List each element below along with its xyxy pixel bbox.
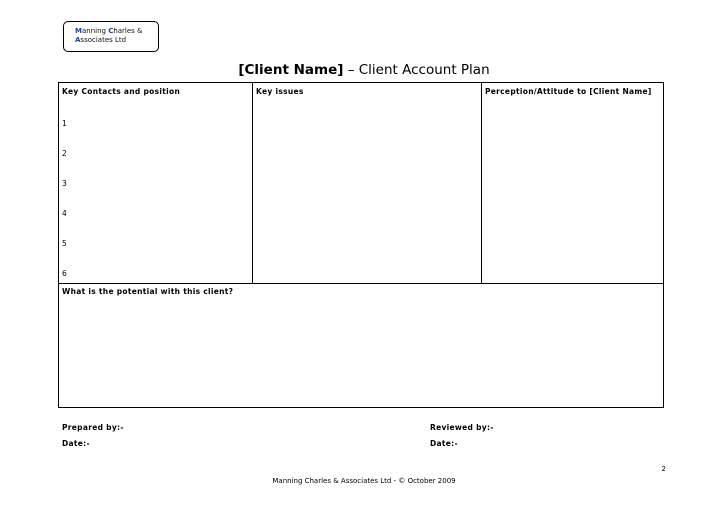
- row-divider: [59, 283, 663, 284]
- company-logo: [63, 21, 159, 52]
- page-number: 2: [661, 465, 666, 473]
- potential-label: What is the potential with this client?: [62, 287, 234, 296]
- column-divider: [481, 83, 482, 283]
- prepared-by-label: Prepared by:-: [62, 423, 124, 432]
- title-plan-label: – Client Account Plan: [343, 62, 490, 78]
- footer-copyright: Manning Charles & Associates Ltd - © October 2009: [272, 477, 456, 485]
- contact-number: 3: [62, 179, 67, 188]
- contact-number: 4: [62, 209, 67, 218]
- reviewed-date-label: Date:-: [430, 439, 458, 448]
- contact-number: 5: [62, 239, 67, 248]
- column-divider: [252, 83, 253, 283]
- contact-number: 6: [62, 269, 67, 278]
- account-plan-table: [58, 82, 664, 408]
- contact-number: 2: [62, 149, 67, 158]
- prepared-date-label: Date:-: [62, 439, 90, 448]
- header-perception: Perception/Attitude to [Client Name]: [485, 87, 652, 96]
- logo-line-2: Associates Ltd: [75, 36, 127, 44]
- header-key-contacts: Key Contacts and position: [62, 87, 181, 96]
- reviewed-by-label: Reviewed by:-: [430, 423, 494, 432]
- logo-line-1: Manning Charles &: [75, 27, 143, 35]
- title-client-name: [Client Name]: [238, 62, 344, 78]
- page-title: [0, 62, 728, 78]
- header-key-issues: Key issues: [256, 87, 304, 96]
- contact-number: 1: [62, 119, 67, 128]
